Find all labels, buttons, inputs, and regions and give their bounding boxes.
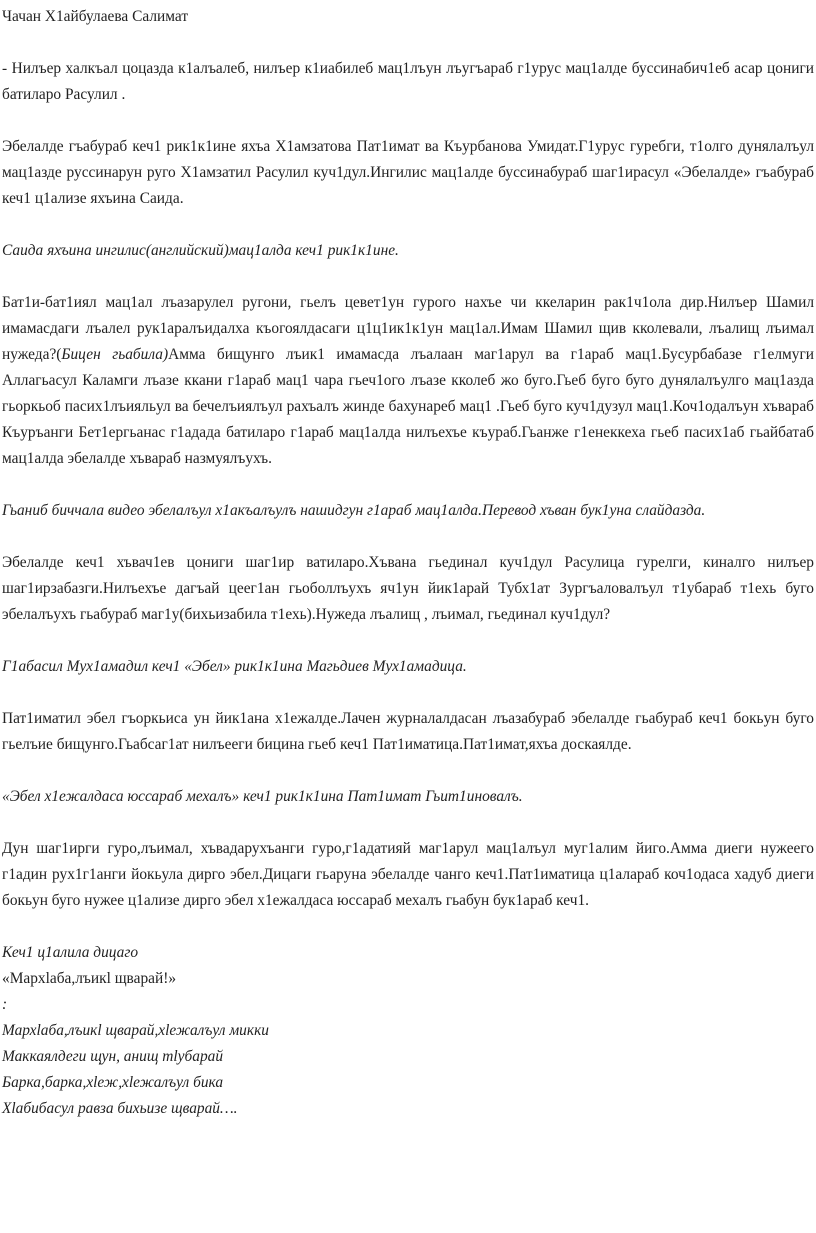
paragraph-2: Эбелалде гъабураб кеч1 рик1к1ине яхъа Х1амзатова Пат1имат ва Къурбанова Умидат.Г1урус гуребги, т1олго дунялалъул мац1азде руссинарун руго Х1амзатил Расулил куч1дул.Ингилис мац1алде буссинабураб шаг1ирасул «Эбелалде» гъабураб кеч1 ц1ализе яхъина Саида.	[2, 138, 814, 207]
paragraph-3-italic: Саида яхъина ингилис(английский)мац1алда кеч1 рик1к1ине.	[2, 242, 399, 259]
poem-colon: :	[2, 996, 8, 1013]
paragraph-8: Пат1иматил эбел гъоркьиса ун йик1ана х1ежалде.Лачен журналалдасан лъазабураб эбелалде гьабураб кеч1 бокьун буго гьелъие бищунго.Гьабсаг1ат нилъееги бицина гьеб кеч1 Пат1иматица.Пат1имат,яхъа доскаялде.	[2, 710, 814, 753]
poem-title: «Мархlаба,лъикl щварай!»	[2, 970, 177, 987]
paragraph-9-italic: «Эбел х1ежалдаса юссараб мехалъ» кеч1 рик1к1ина Пат1имат Гьит1иновалъ.	[2, 788, 523, 805]
poem-line: Барка,барка,хlеж,хlежалъул бика	[2, 1074, 224, 1091]
poem-block	[2, 940, 814, 1122]
paragraph-5-italic: Гьаниб биччала видео эбелалъул х1акъалъулъ нашидгун г1араб мац1алда.Перевод хъван бук1уна слайдазда.	[2, 502, 706, 519]
author-name: Чачан Х1айбулаева Салимат	[2, 8, 189, 25]
paragraph-1: - Нилъер халкъал цоцазда к1алъалеб, нилъер к1иабилеб мац1лъун лъугъараб г1урус мац1алде буссинабич1еб асар цониги батиларо Расулил .	[2, 60, 814, 103]
paragraph-4-part-a: Бат1и-бат1иял мац1ал лъазарулел ругони, гьелъ цевет1ун гурого нахъе чи ккеларин рак1ч1ола дир.Нилъер Шамил имамасдаги лъалел рук1аралъидалха къогоялдасаги ц1ц1ик1к1ун мац1ал.Имам Шамил щив кколевали, лъалищ лъимал нужеда?(	[2, 294, 814, 363]
poem-intro-italic: Кеч1 ц1алила дицаго	[2, 944, 139, 961]
paragraph-10: Дун шаг1ирги гуро,лъимал, хъвадарухъанги гуро,г1адатияй маг1арул мац1алъул муг1алим йиго.Амма диеги нужеего г1адин рух1г1анги йокьула дирго эбел.Дицаги гьаруна эбелалде чанго кеч1.Пат1иматица ц1алараб коч1одаса хадуб диеги бокьун буго нужее ц1ализе дирго эбел х1ежалдаса юссараб мехалъ гьабун бук1араб кеч1.	[2, 840, 814, 909]
paragraph-4-part-b: Амма бищунго лъик1 имамасда лъалаан маг1арул ва г1араб мац1.Бусурбабазе г1елмуги Аллагьасул Каламги лъазе ккани г1араб мац1 чара гьеч1ого лъазе кколеб жо буго.Гьеб буго буго дунялалъулго мац1азда гьоркьоб пасих1лъияльул ва бечелъиялъул рахъалъ жинде бахунареб мац1 .Гьеб буго куч1дузул мац1.Коч1одалъун хъвараб Къуръанги Бет1ергьанас г1адада батиларо г1араб мац1алда нилъехъе къураб.Гьанже г1енеккеха гьеб пасих1аб гьайбатаб мац1алда эбелалде хъвараб назмуялъухъ.	[2, 346, 814, 467]
poem-line: Хlабибасул равза бихьизе щварай….	[2, 1100, 238, 1117]
poem-line: Мархlаба,лъикl щварай,хlежалъул микки	[2, 1022, 269, 1039]
poem-intro	[2, 940, 814, 1018]
poem-line: Маккаялдеги щун, анищ тlубарай	[2, 1048, 224, 1065]
paragraph-4	[2, 290, 814, 472]
paragraph-7-italic: Г1абасил Мух1амадил кеч1 «Эбел» рик1к1ина Магьдиев Мух1амадица.	[2, 658, 467, 675]
paragraph-6: Эбелалде кеч1 хъвач1ев цониги шаг1ир ватиларо.Хъвана гьединал куч1дул Расулица гурелги, киналго нилъер шаг1ирзабазги.Нилъехъе дагъай цеег1ан гьоболлъухъ яч1ун йик1арай Тубх1ат Зургъаловалъул т1убараб т1ехь буго эбелалъухъ гьабураб маг1у(бихьизабила т1ехь).Нужеда лъалищ , лъимал, гьединал куч1дул?	[2, 554, 814, 623]
paragraph-4-italic: Бицен гьабила)	[61, 346, 169, 363]
